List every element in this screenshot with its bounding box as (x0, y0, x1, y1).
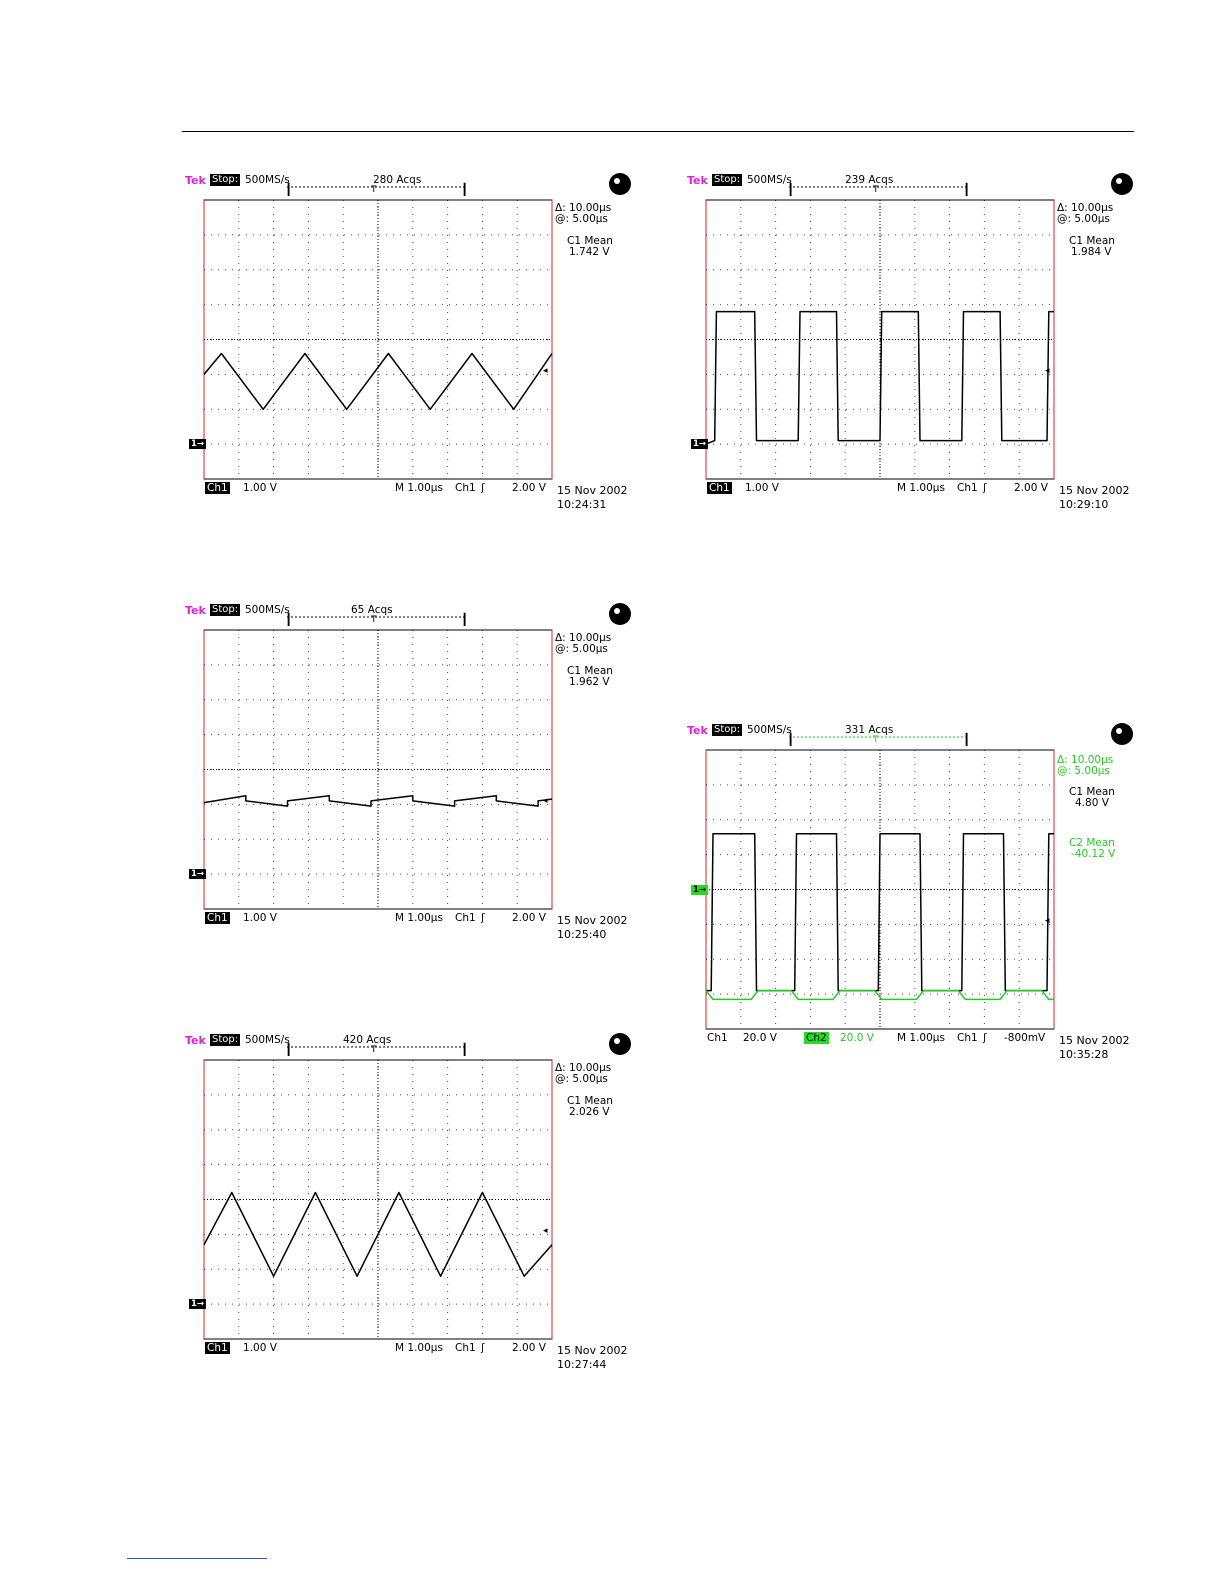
trigger-level: -800mV (1004, 1032, 1046, 1044)
measurement2-value: -40.12 V (1071, 848, 1116, 860)
cursor-bar (285, 182, 475, 196)
scope-panel-5: Tek Stop: 500MS/s 331 Acqs ┃ T ┃ ◂ 1→ Δ: 10.00µs @: 5.00µs C1 Mean 4.80 V C2 Mean -40.12 V Ch1 20.0 V Ch2 20.0 V M 1.00µs Ch1 ʃ -800mV 15 Nov 2002 10:35:28 (687, 724, 1147, 1069)
run-indicator-icon (1111, 723, 1133, 745)
svg-text:┃: ┃ (285, 613, 293, 626)
trigger-level-icon: ◂ (1045, 915, 1050, 926)
waveform-display (705, 199, 1055, 480)
run-indicator-icon (1111, 173, 1133, 195)
ch1-ground-marker: 1→ (693, 885, 707, 895)
time: 10:24:31 (557, 498, 607, 511)
trigger-source: Ch1 (957, 482, 978, 494)
measurement-label: C1 Mean (1069, 235, 1115, 247)
ch1-label: Ch1 (709, 482, 730, 494)
trigger-source: Ch1 (957, 1032, 978, 1044)
svg-text:┃: ┃ (963, 733, 971, 746)
status-badge: Stop: (714, 724, 741, 735)
ch1-scale: 1.00 V (745, 482, 779, 494)
measurement-value: 2.026 V (569, 1106, 610, 1118)
date: 15 Nov 2002 (1059, 1034, 1130, 1047)
waveform-display (203, 199, 553, 480)
timebase: M 1.00µs (897, 1032, 945, 1044)
waveform-display (203, 1059, 553, 1340)
ch1-scale: 20.0 V (743, 1032, 777, 1044)
ch2-label: Ch2 (806, 1032, 827, 1044)
svg-text:┃: ┃ (787, 183, 795, 196)
brand-label: Tek (687, 724, 708, 737)
sample-rate: 500MS/s (747, 724, 792, 736)
trigger-level: 2.00 V (512, 1342, 546, 1354)
status-badge: Stop: (212, 604, 239, 615)
measurement-label: C1 Mean (567, 665, 613, 677)
svg-text:┃: ┃ (963, 183, 971, 196)
svg-text:T: T (371, 615, 377, 625)
sample-rate: 500MS/s (245, 174, 290, 186)
brand-label: Tek (185, 1034, 206, 1047)
brand-label: Tek (687, 174, 708, 187)
position-readout: @: 5.00µs (1057, 213, 1110, 225)
position-readout: @: 5.00µs (555, 643, 608, 655)
cursor-bar (787, 732, 977, 746)
time: 10:25:40 (557, 928, 607, 941)
ch1-scale: 1.00 V (243, 482, 277, 494)
header-rule (182, 131, 1134, 132)
time: 10:35:28 (1059, 1048, 1109, 1061)
measurement-label: C1 Mean (1069, 786, 1115, 798)
svg-text:T: T (371, 1045, 377, 1055)
ch1-ground-marker: 1→ (191, 869, 205, 879)
ch1-label: Ch1 (207, 482, 228, 494)
measurement-value: 1.984 V (1071, 246, 1112, 258)
footer-link-underline[interactable] (127, 1558, 267, 1559)
delta-readout: Δ: 10.00µs (555, 632, 612, 644)
status-badge: Stop: (714, 174, 741, 185)
run-indicator-icon (609, 1033, 631, 1055)
scope-panel-4: Tek Stop: 500MS/s 420 Acqs ┃ T ┃ ◂ 1→ Δ: 10.00µs @: 5.00µs C1 Mean 2.026 V Ch1 1.00 V M 1.00µs Ch1 ʃ 2.00 V 15 Nov 2002 10:27:44 (185, 1034, 645, 1379)
timebase: M 1.00µs (395, 1342, 443, 1354)
svg-text:┃: ┃ (285, 183, 293, 196)
cursor-bar (285, 612, 475, 626)
cursor-bar (285, 1042, 475, 1056)
brand-label: Tek (185, 604, 206, 617)
waveform-display (705, 749, 1055, 1030)
ch1-ground-marker: 1→ (191, 439, 205, 449)
measurement-value: 1.962 V (569, 676, 610, 688)
scope-panel-2: Tek Stop: 500MS/s 239 Acqs ┃ T ┃ ◂ 1→ Δ: 10.00µs @: 5.00µs C1 Mean 1.984 V Ch1 1.00 V M 1.00µs Ch1 ʃ 2.00 V 15 Nov 2002 10:29:10 (687, 174, 1147, 519)
acquisition-count: 331 Acqs (845, 724, 894, 736)
ch1-label: Ch1 (207, 912, 228, 924)
scope-panel-1: Tek Stop: 500MS/s 280 Acqs ┃ T ┃ ◂ 1→ Δ: 10.00µs @: 5.00µs C1 Mean 1.742 V Ch1 1.00 V M 1.00µs Ch1 ʃ 2.00 V 15 Nov 2002 10:24:31 (185, 174, 645, 519)
delta-readout: Δ: 10.00µs (555, 1062, 612, 1074)
ch1-scale: 1.00 V (243, 1342, 277, 1354)
sample-rate: 500MS/s (747, 174, 792, 186)
status-badge: Stop: (212, 174, 239, 185)
svg-text:T: T (873, 185, 879, 195)
measurement-value: 4.80 V (1075, 797, 1109, 809)
brand-label: Tek (185, 174, 206, 187)
sample-rate: 500MS/s (245, 604, 290, 616)
trigger-level: 2.00 V (512, 912, 546, 924)
svg-text:┃: ┃ (285, 1043, 293, 1056)
scope-panel-3: Tek Stop: 500MS/s 65 Acqs ┃ T ┃ ◂ 1→ Δ: 10.00µs @: 5.00µs C1 Mean 1.962 V Ch1 1.00 V M 1.00µs Ch1 ʃ 2.00 V 15 Nov 2002 10:25:40 (185, 604, 645, 949)
trigger-level-icon: ◂ (543, 795, 548, 806)
delta-readout: Δ: 10.00µs (1057, 754, 1114, 766)
position-readout: @: 5.00µs (555, 1073, 608, 1085)
trigger-level-icon: ◂ (543, 1225, 548, 1236)
date: 15 Nov 2002 (557, 484, 628, 497)
acquisition-count: 420 Acqs (343, 1034, 392, 1046)
ch1-ground-marker: 1→ (693, 439, 707, 449)
sample-rate: 500MS/s (245, 1034, 290, 1046)
trigger-level-icon: ◂ (543, 365, 548, 376)
date: 15 Nov 2002 (1059, 484, 1130, 497)
svg-text:T: T (873, 735, 879, 745)
timebase: M 1.00µs (395, 482, 443, 494)
trigger-level: 2.00 V (512, 482, 546, 494)
position-readout: @: 5.00µs (555, 213, 608, 225)
ch1-label: Ch1 (707, 1032, 728, 1044)
svg-text:┃: ┃ (461, 183, 469, 196)
measurement-label: C1 Mean (567, 1095, 613, 1107)
trigger-source: Ch1 (455, 1342, 476, 1354)
ch1-ground-marker: 1→ (191, 1299, 205, 1309)
timebase: M 1.00µs (395, 912, 443, 924)
trigger-source: Ch1 (455, 482, 476, 494)
trigger-level-icon: ◂ (1045, 365, 1050, 376)
position-readout: @: 5.00µs (1057, 765, 1110, 777)
timebase: M 1.00µs (897, 482, 945, 494)
time: 10:27:44 (557, 1358, 607, 1371)
svg-text:T: T (371, 185, 377, 195)
measurement-value: 1.742 V (569, 246, 610, 258)
svg-text:┃: ┃ (461, 1043, 469, 1056)
acquisition-count: 239 Acqs (845, 174, 894, 186)
trigger-source: Ch1 (455, 912, 476, 924)
measurement2-label: C2 Mean (1069, 837, 1115, 849)
measurement-label: C1 Mean (567, 235, 613, 247)
status-badge: Stop: (212, 1034, 239, 1045)
cursor-bar (787, 182, 977, 196)
time: 10:29:10 (1059, 498, 1109, 511)
ch1-scale: 1.00 V (243, 912, 277, 924)
ch1-label: Ch1 (207, 1342, 228, 1354)
acquisition-count: 65 Acqs (351, 604, 393, 616)
delta-readout: Δ: 10.00µs (555, 202, 612, 214)
run-indicator-icon (609, 603, 631, 625)
trigger-level: 2.00 V (1014, 482, 1048, 494)
date: 15 Nov 2002 (557, 1344, 628, 1357)
svg-text:┃: ┃ (461, 613, 469, 626)
acquisition-count: 280 Acqs (373, 174, 422, 186)
ch2-scale: 20.0 V (840, 1032, 874, 1044)
delta-readout: Δ: 10.00µs (1057, 202, 1114, 214)
date: 15 Nov 2002 (557, 914, 628, 927)
svg-text:┃: ┃ (787, 733, 795, 746)
waveform-display (203, 629, 553, 910)
run-indicator-icon (609, 173, 631, 195)
